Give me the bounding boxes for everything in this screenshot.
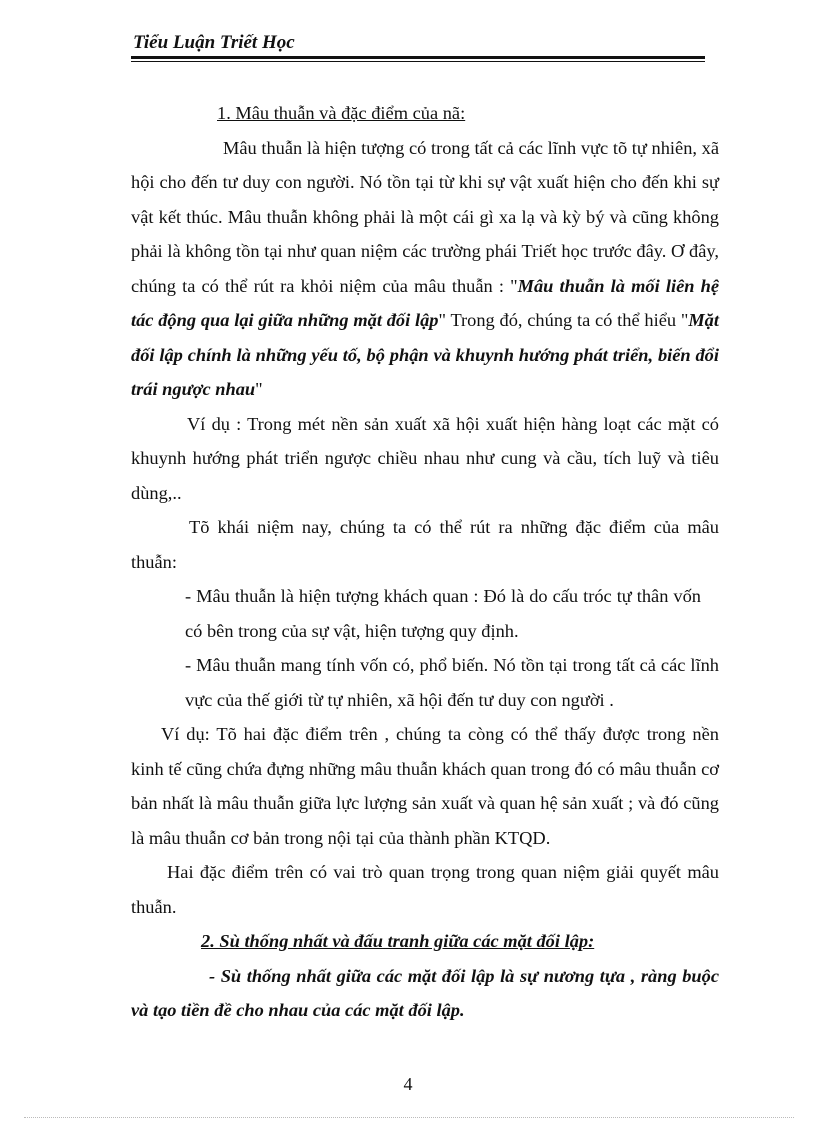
paragraph-text: " Trong đó, chúng ta có thể hiểu "	[438, 310, 689, 330]
document-body	[131, 96, 719, 1028]
paragraph-characteristics-intro: Tõ khái niệm nay, chúng ta có thể rút ra những đặc điểm của mâu thuẫn:	[131, 517, 719, 572]
definition-contradiction: Mâu thuẫn là mối liên hệ tác động qua lại giữa những mặt đối lập	[131, 275, 720, 330]
paragraph-example-1: Ví dụ : Trong mét nền sản xuất xã hội xuất hiện hàng loạt các mặt có khuynh hướng phát triển ngược chiều nhau như cung và cầu, tích luỹ và tiêu dùng,..	[131, 413, 719, 503]
page-header-title: Tiểu Luận Triết Học	[133, 32, 295, 53]
header-rule-thin	[131, 61, 705, 62]
bullet-objective: - Mâu thuẫn là hiện tượng khách quan : Đó là do cấu tróc tự thân vốn có bên trong của sự vật, hiện tượng quy định.	[185, 586, 701, 641]
section-2-heading: 2. Sù thống nhất và đấu tranh giữa các mặt đối lập:	[201, 931, 595, 951]
header-rule-thick	[131, 56, 705, 59]
paragraph-example-2: Ví dụ: Tõ hai đặc điểm trên , chúng ta còng có thể thấy được trong nền kinh tế cũng chứa đựng những mâu thuẫn khách quan trong đó có mâu thuẫn cơ bản nhất là mâu thuẫn giữa lực lượng sản xuất và quan hệ sản xuất ; và đó cũng là mâu thuẫn cơ bản trong nội tại của thành phần KTQD.	[131, 724, 719, 848]
section-2-subheading: - Sù thống nhất giữa các mặt đối lập là sự nương tựa , ràng buộc và tạo tiền đề cho nhau của các mặt đối lập.	[131, 965, 719, 1020]
paragraph-definition	[131, 131, 719, 407]
paragraph-importance: Hai đặc điểm trên có vai trò quan trọng trong quan niệm giải quyết mâu thuẫn.	[131, 862, 719, 917]
paragraph-text: "	[255, 379, 263, 399]
bullet-universal: - Mâu thuẫn mang tính vốn có, phổ biến. Nó tồn tại trong tất cả các lĩnh vực của thế giới từ tự nhiên, xã hội đến tư duy con người .	[185, 655, 719, 710]
definition-opposites: Mặt đối lập chính là những yếu tố, bộ phận và khuynh hướng phát triển, biến đổi trái ngược nhau	[131, 310, 719, 399]
section-1-heading: 1. Mâu thuẫn và đặc điểm của nã:	[217, 103, 466, 123]
page-number: 4	[403, 1074, 413, 1094]
footer-dotted-rule	[24, 1117, 794, 1118]
paragraph-text: Mâu thuẫn là hiện tượng có trong tất cả các lĩnh vực tõ tự nhiên, xã hội cho đến tư duy con người. Nó tồn tại từ khi sự vật xuất hiện cho đến khi sự vật kết thúc. Mâu thuẫn không phải là một cái gì xa lạ và kỳ bý và cũng không phải là không tồn tại như quan niệm các trường phái Triết học trước đây. Ơ đây, chúng ta có thể rút ra khỏi niệm của mâu thuẫn : "	[131, 137, 719, 296]
